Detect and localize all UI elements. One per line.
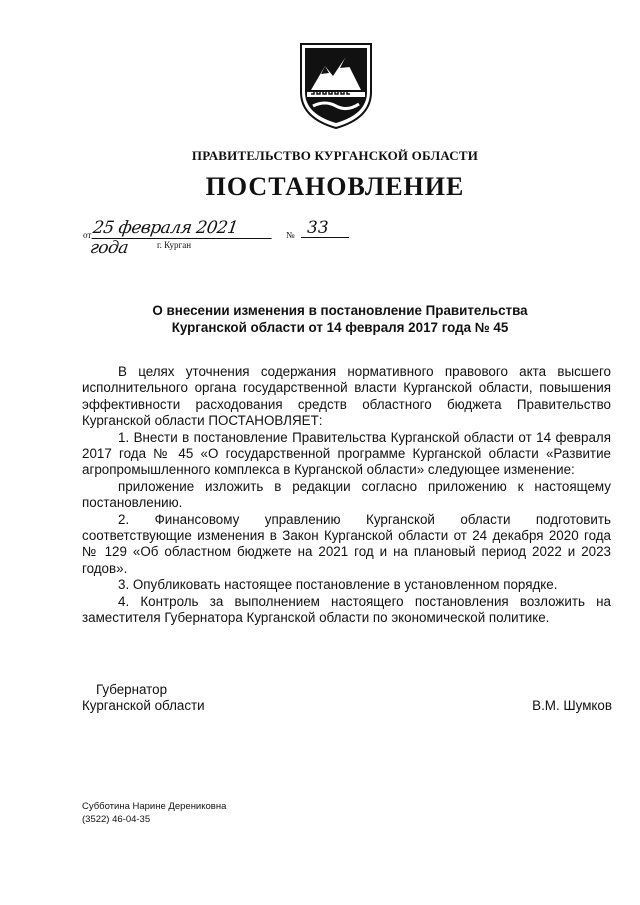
document-title bbox=[100, 302, 580, 336]
item-2-paragraph: 2. Финансовому управлению Курганской области подготовить соответствующие изменения в Закон Курганской области от 24 декабря 2020 года № 129 «Об областном бюджете на 2021 год и на плановый период 2022 и 2023 годов». bbox=[82, 511, 611, 576]
handwritten-date: 25 февраля 2021 года bbox=[92, 218, 275, 239]
title-line-2: Курганской области от 14 февраля 2017 года № 45 bbox=[171, 320, 509, 335]
item-1-paragraph: 1. Внести в постановление Правительства Курганской области от 14 февраля 2017 года № 45 «О государственной программе Курганской области «Развитие агропромышленного комплекса в Курганской области» следующее изменение: bbox=[82, 429, 611, 478]
document-body bbox=[82, 364, 611, 627]
city-label: г. Курган bbox=[157, 240, 192, 250]
from-label: от bbox=[83, 230, 92, 240]
preamble-paragraph: В целях уточнения содержания нормативного правового акта высшего исполнительного органа государственной власти Курганской области, повышения эффективности расходования средств областного бюджета Правительство Курганской области ПОСТАНОВЛЯЕТ: bbox=[82, 364, 611, 429]
executor-phone: (3522) 46-04-35 bbox=[82, 814, 151, 825]
document-type: ПОСТАНОВЛЕНИЕ bbox=[205, 172, 465, 201]
position-line-2: Курганской области bbox=[82, 698, 205, 714]
government-name: ПРАВИТЕЛЬСТВО КУРГАНСКОЙ ОБЛАСТИ bbox=[191, 148, 479, 163]
position-line-1: Губернатор bbox=[96, 682, 168, 697]
coat-of-arms-emblem bbox=[297, 40, 375, 130]
title-line-1: О внесении изменения в постановление Правительства bbox=[152, 303, 528, 318]
executor-name: Субботина Нарине Дерениковна bbox=[82, 801, 227, 812]
item-4-paragraph: 4. Контроль за выполнением настоящего постановления возложить на заместителя Губернатора Курганской области по экономической политике. bbox=[82, 593, 611, 626]
date-number-line bbox=[83, 218, 363, 258]
number-label: № bbox=[286, 230, 295, 240]
signatory-position bbox=[82, 682, 205, 715]
item-3-paragraph: 3. Опубликовать настоящее постановление в установленном порядке. bbox=[118, 577, 558, 593]
handwritten-number: 33 bbox=[301, 218, 349, 238]
signatory-name: В.М. Шумков bbox=[532, 698, 612, 713]
item-1-detail-paragraph: приложение изложить в редакции согласно приложению к настоящему постановлению. bbox=[82, 478, 611, 511]
executor-info bbox=[82, 800, 226, 826]
